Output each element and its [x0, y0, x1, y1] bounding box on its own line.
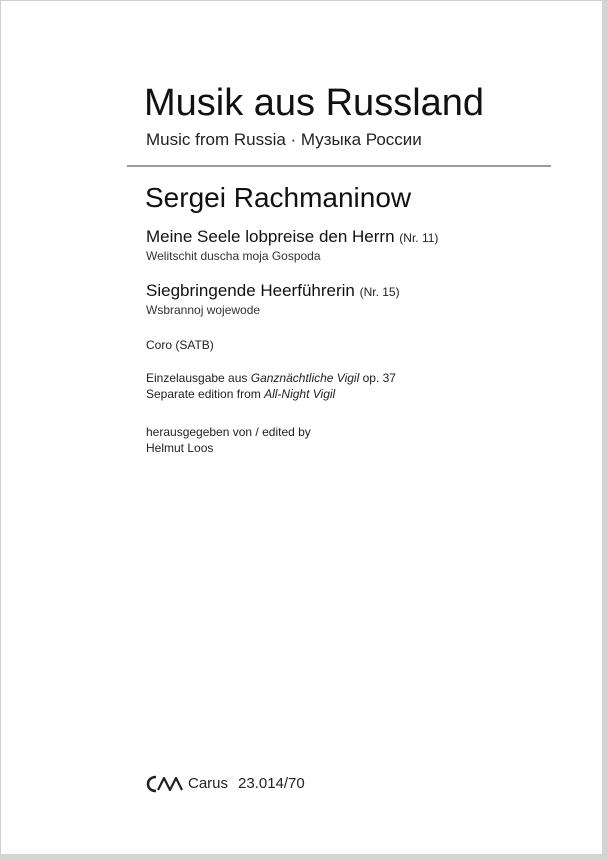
series-subtitle: Music from Russia · Музыка России [146, 130, 422, 149]
divider [127, 165, 551, 167]
editor-name: Helmut Loos [146, 441, 214, 455]
piece-title [146, 227, 438, 248]
piece-transliteration: Welitschit duscha moja Gospoda [146, 249, 321, 263]
publisher-footer [146, 773, 315, 795]
edition-english-prefix: Separate edition from [146, 387, 265, 401]
piece-number: (Nr. 15) [359, 285, 400, 299]
scoring: Coro (SATB) [146, 338, 214, 352]
edition-english [146, 387, 335, 402]
publisher-name: Carus [188, 775, 229, 792]
piece-title-text: Siegbringende Heerführerin [146, 281, 355, 300]
series-title: Musik aus Russland [144, 82, 485, 124]
edition-english-work: All-Night Vigil [264, 387, 336, 401]
piece-transliteration: Wsbrannoj wojewode [146, 303, 261, 317]
edition-german-suffix: op. 37 [359, 371, 396, 385]
piece-title [146, 281, 400, 302]
carus-logo-icon [146, 774, 184, 794]
piece-title-text: Meine Seele lobpreise den Herrn [146, 227, 395, 246]
editor-label: herausgegeben von / edited by [146, 425, 311, 439]
edition-german-work: Ganznächtliche Vigil [250, 371, 360, 385]
edition-german-prefix: Einzelausgabe aus [146, 371, 251, 385]
piece-number: (Nr. 11) [399, 231, 439, 245]
composer-name: Sergei Rachmaninow [145, 182, 412, 213]
edition-german [146, 371, 396, 386]
catalog-number: 23.014/70 [238, 775, 305, 792]
